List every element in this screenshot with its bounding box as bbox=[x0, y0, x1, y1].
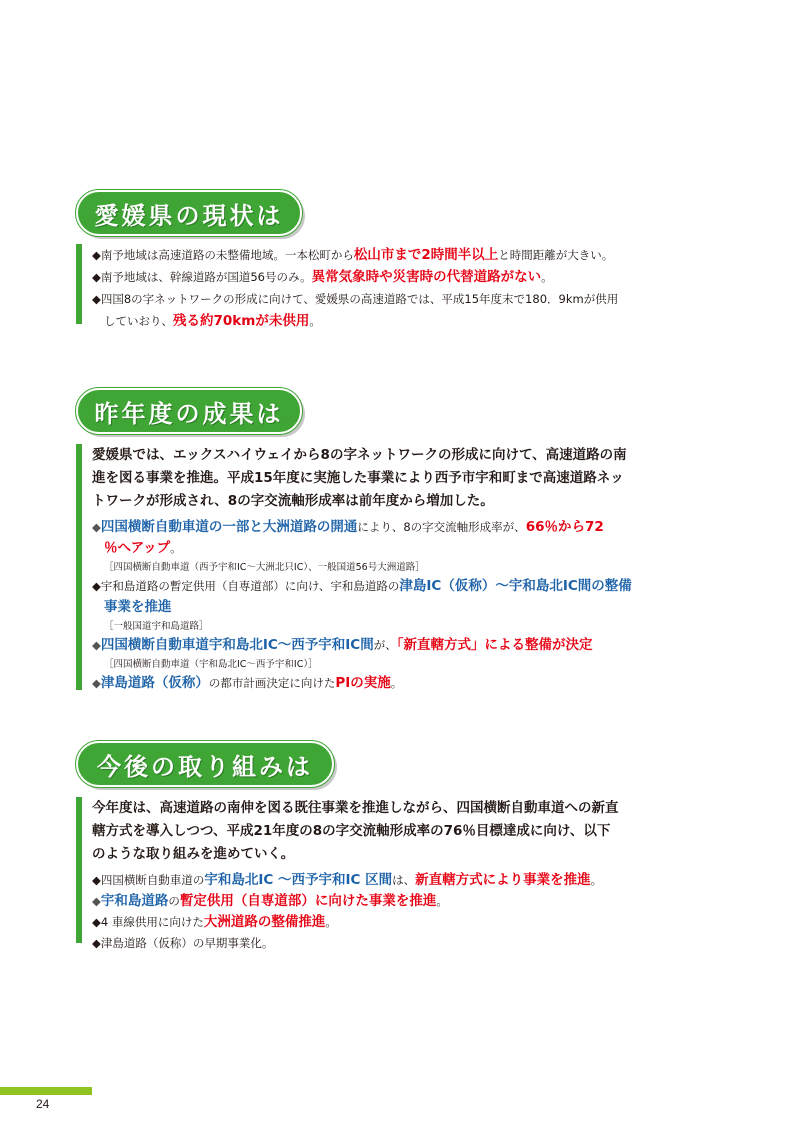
bullet-item: ◆南予地域は高速道路の未整備地域。一本松町から松山市まで2時間半以上と時間距離が大きい。 bbox=[92, 247, 614, 263]
bullet-item: ◆宇和島道路の暫定供用（自専道部）に向けた事業を推進。 bbox=[92, 893, 448, 909]
bullet-item-continuation: 事業を推進 bbox=[104, 599, 172, 615]
bullet-item: ◆四国横断自動車道の宇和島北IC 〜西予宇和IC 区間は、新直轄方式により事業を推進。 bbox=[92, 872, 603, 888]
section-last-year-results bbox=[76, 444, 656, 694]
section-bar bbox=[76, 244, 82, 324]
bullet-item: ◆四国横断自動車道宇和島北IC〜西予宇和IC間が、「新直轄方式」による整備が決定 bbox=[92, 637, 593, 653]
section-current-status bbox=[76, 244, 656, 332]
section-future-efforts bbox=[76, 797, 656, 954]
section-bar bbox=[76, 797, 82, 943]
lead-line: 愛媛県では、エックスハイウェイから8の字ネットワークの形成に向けて、高速道路の南 bbox=[92, 447, 627, 463]
section-heading-current-status: 愛媛県の現状は bbox=[76, 190, 302, 236]
note: ［四国横断自動車道（宇和島北IC〜西予宇和IC）］ bbox=[104, 659, 318, 670]
bullet-item-continuation: ％へアップ。 bbox=[104, 540, 182, 556]
lead-line: 今年度は、高速道路の南伸を図る既往事業を推進しながら、四国横断自動車道への新直 bbox=[92, 800, 619, 816]
note: ［四国横断自動車道（西予宇和IC〜大洲北只IC）、一般国道56号大洲道路］ bbox=[104, 562, 425, 573]
bullet-item: ◆津島道路（仮称）の早期事業化。 bbox=[92, 936, 274, 950]
bullet-item: ◆宇和島道路の暫定供用（自専道部）に向け、宇和島道路の津島IC（仮称）〜宇和島北IC間の整備 bbox=[92, 578, 632, 594]
bullet-item: ◆4 車線供用に向けた大洲道路の整備推進。 bbox=[92, 914, 337, 930]
section-bar bbox=[76, 444, 82, 690]
lead-line: 轄方式を導入しつつ、平成21年度の8の字交流軸形成率の76％目標達成に向け、以下 bbox=[92, 823, 611, 839]
bullet-item: ◆津島道路（仮称）の都市計画決定に向けたPIの実施。 bbox=[92, 675, 403, 691]
bullet-item: ◆南予地域は、幹線道路が国道56号のみ。異常気象時や災害時の代替道路がない。 bbox=[92, 269, 553, 285]
page-number: 24 bbox=[36, 1097, 50, 1111]
note: ［一般国道宇和島道路］ bbox=[104, 621, 209, 632]
bullet-item: ◆四国横断自動車道の一部と大洲道路の開通により、8の字交流軸形成率が、66％から72 bbox=[92, 519, 604, 535]
bullet-item: ◆四国8の字ネットワークの形成に向けて、愛媛県の高速道路では、平成15年度末で180．9kmが供用 bbox=[92, 292, 619, 306]
lead-line: のような取り組みを進めていく。 bbox=[92, 846, 295, 862]
section-heading-last-year-results: 昨年度の成果は bbox=[76, 388, 302, 434]
lead-line: 進を図る事業を推進。平成15年度に実施した事業により西予市宇和町まで高速道路ネッ bbox=[92, 470, 624, 486]
section-heading-future-efforts: 今後の取り組みは bbox=[76, 741, 334, 787]
footer-bar bbox=[0, 1087, 92, 1095]
lead-line: トワークが形成され、8の字交流軸形成率は前年度から増加した。 bbox=[92, 493, 494, 509]
bullet-item-continuation: していおり、残る約70kmが未供用。 bbox=[104, 313, 321, 329]
